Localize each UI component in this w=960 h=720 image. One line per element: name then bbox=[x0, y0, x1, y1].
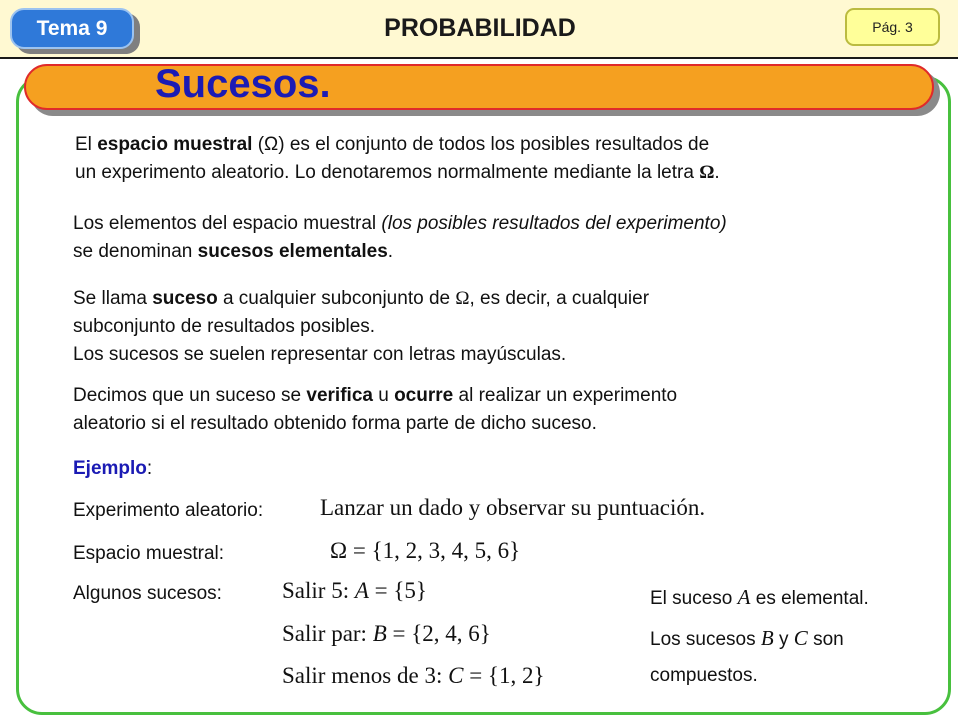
note-compound-line1: Los sucesos B y C son bbox=[650, 626, 844, 650]
slide-title: Sucesos. bbox=[155, 62, 331, 106]
event-a: Salir 5: A = {5} bbox=[282, 578, 427, 603]
paragraph-sample-space-line2: un experimento aleatorio. Lo denotaremos normalmente mediante la letra Ω. bbox=[75, 162, 720, 183]
example-space-label: Espacio muestral: bbox=[73, 543, 225, 564]
paragraph-verify-line2: aleatorio si el resultado obtenido forma parte de dicho suceso. bbox=[73, 413, 597, 434]
example-events-label: Algunos sucesos: bbox=[73, 583, 222, 604]
header-title: PROBABILIDAD bbox=[384, 14, 576, 42]
paragraph-verify-line1: Decimos que un suceso se verifica u ocurre al realizar un experimento bbox=[73, 385, 678, 406]
event-b: Salir par: B = {2, 4, 6} bbox=[282, 621, 491, 646]
event-c: Salir menos de 3: C = {1, 2} bbox=[282, 663, 545, 688]
paragraph-event-line1: Se llama suceso a cualquier subconjunto de Ω, es decir, a cualquier bbox=[73, 288, 650, 309]
paragraph-event-line2: subconjunto de resultados posibles. bbox=[73, 316, 376, 337]
tema-badge: Tema 9 bbox=[10, 8, 134, 49]
page-number-badge: Pág. 3 bbox=[845, 8, 940, 46]
example-space-value: Ω = {1, 2, 3, 4, 5, 6} bbox=[330, 538, 521, 563]
note-compound-line2: compuestos. bbox=[650, 665, 758, 686]
example-experiment-value: Lanzar un dado y observar su puntuación. bbox=[320, 495, 706, 520]
note-elemental: El suceso A es elemental. bbox=[650, 585, 869, 609]
paragraph-elementary-line1: Los elementos del espacio muestral (los posibles resultados del experimento) bbox=[73, 213, 727, 234]
paragraph-event-line3: Los sucesos se suelen representar con letras mayúsculas. bbox=[73, 344, 567, 365]
example-heading: Ejemplo: bbox=[73, 458, 153, 479]
paragraph-sample-space-line1: El espacio muestral (Ω) es el conjunto de todos los posibles resultados de bbox=[75, 134, 710, 155]
paragraph-elementary-line2: se denominan sucesos elementales. bbox=[73, 241, 394, 262]
example-experiment-label: Experimento aleatorio: bbox=[73, 500, 264, 521]
